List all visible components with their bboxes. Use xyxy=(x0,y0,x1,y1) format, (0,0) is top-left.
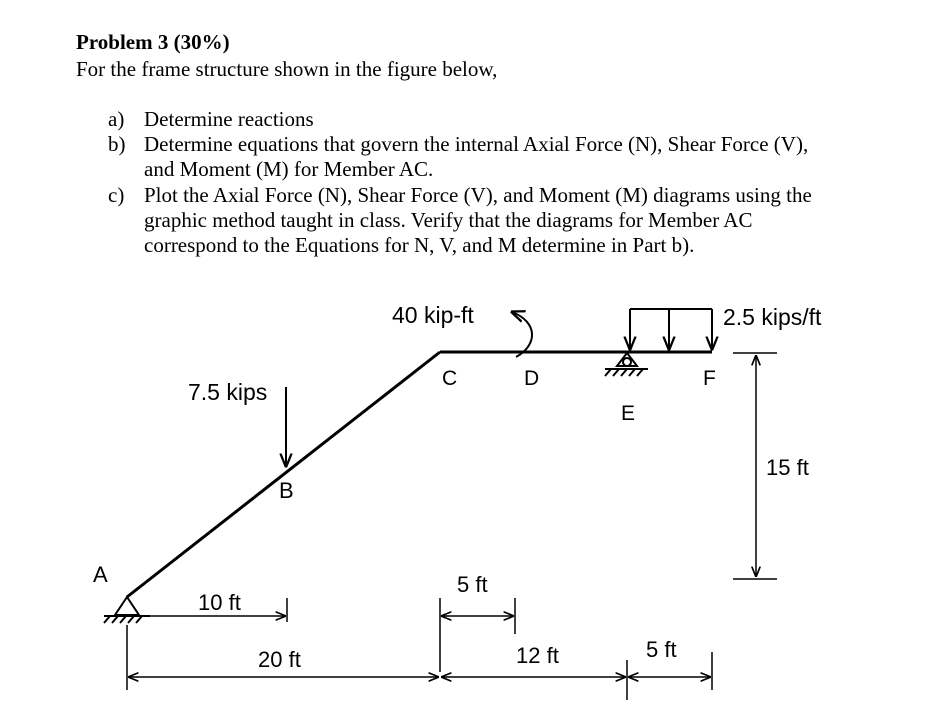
moment-arrow xyxy=(512,312,532,357)
distributed-load-label: 2.5 kips/ft xyxy=(723,304,822,330)
node-label-b: B xyxy=(279,478,294,503)
item-marker: c) xyxy=(108,183,125,207)
height-label: 15 ft xyxy=(766,455,809,480)
node-label-a: A xyxy=(93,562,108,587)
moment-label: 40 kip-ft xyxy=(392,302,474,328)
node-label-e: E xyxy=(621,402,636,425)
item-text: Determine equations that govern the internal Axial Force (N), Shear Force (V), and Moment (M) for Member AC. xyxy=(144,132,809,181)
item-text: Plot the Axial Force (N), Shear Force (V), and Moment (M) diagrams using the graphic method taught in class. Verify that the diagrams for Member AC correspond to the Equations for N, V, and M determine in Part b). xyxy=(144,183,812,257)
frame-member-ac xyxy=(127,352,440,597)
item-marker: a) xyxy=(108,107,125,131)
dim-label-12ft: 12 ft xyxy=(516,643,559,668)
point-load-label: 7.5 kips xyxy=(188,379,268,405)
roller-support-e xyxy=(605,353,648,376)
node-label-f: F xyxy=(703,367,716,390)
dim-bottom xyxy=(127,625,712,700)
node-label-d: D xyxy=(524,367,540,390)
dim-label-20ft: 20 ft xyxy=(258,647,301,672)
item-text: Determine reactions xyxy=(144,107,314,131)
dim-label-10ft: 10 ft xyxy=(198,590,241,615)
node-label-c: C xyxy=(442,367,458,390)
dim-label-5ft-bottom: 5 ft xyxy=(646,637,677,662)
dim-5ft-top xyxy=(440,598,515,672)
problem-heading: Problem 3 (30%) xyxy=(76,30,230,54)
distributed-load xyxy=(630,309,712,349)
problem-intro: For the frame structure shown in the figure below, xyxy=(76,57,498,81)
dim-label-5ft-top: 5 ft xyxy=(457,572,488,597)
pin-support-a xyxy=(104,597,150,623)
item-marker: b) xyxy=(108,132,126,156)
